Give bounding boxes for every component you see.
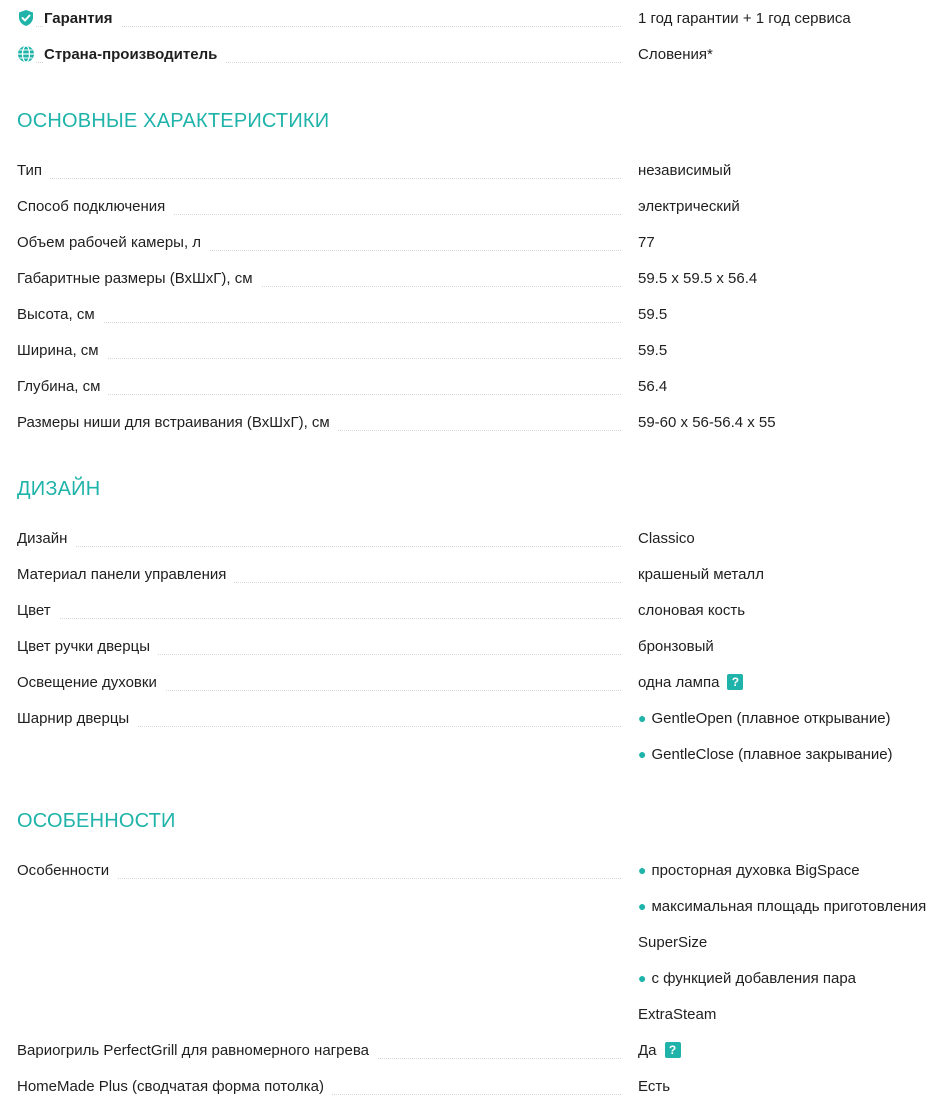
spec-value: Есть — [638, 1077, 671, 1095]
spec-row — [17, 260, 946, 296]
spec-value — [638, 710, 891, 727]
spec-value-text: SuperSize — [638, 933, 708, 951]
spec-label: Глубина, см — [17, 378, 108, 395]
spec-value-text: максимальная площадь приготовления — [651, 897, 927, 915]
spec-row-warranty — [17, 0, 946, 36]
shield-check-icon — [17, 9, 35, 27]
spec-row — [17, 1068, 946, 1104]
spec-value-text: GentleClose (плавное закрывание) — [651, 745, 893, 763]
spec-row — [17, 520, 946, 556]
spec-row — [17, 404, 946, 440]
spec-value: Classico — [638, 529, 695, 547]
spec-row — [17, 188, 946, 224]
spec-value-text: GentleOpen (плавное открывание) — [651, 709, 891, 727]
bullet-icon: ● — [638, 746, 647, 762]
spec-label: Страна-производитель — [44, 46, 225, 63]
spec-label: Особенности — [17, 862, 117, 879]
spec-row-country — [17, 36, 946, 72]
spec-value — [638, 862, 860, 879]
bullet-icon: ● — [638, 970, 647, 986]
spec-row — [17, 664, 946, 700]
spec-label: Тип — [17, 162, 50, 179]
spec-value — [638, 674, 743, 691]
spec-label: Цвет ручки дверцы — [17, 638, 158, 655]
spec-value: крашеный металл — [638, 565, 764, 583]
bullet-icon: ● — [638, 710, 647, 726]
help-icon[interactable]: ? — [665, 1042, 681, 1058]
section-title-design: ДИЗАЙН — [17, 477, 101, 500]
spec-row — [17, 628, 946, 664]
spec-label: Материал панели управления — [17, 566, 234, 583]
spec-value-text: одна лампа — [638, 673, 720, 691]
bullet-icon: ● — [638, 898, 647, 914]
spec-label: Высота, см — [17, 306, 103, 323]
spec-value-text: с функцией добавления пара — [651, 969, 857, 987]
spec-value — [638, 1042, 681, 1059]
spec-label: Гарантия — [44, 10, 121, 27]
section-title-main: ОСНОВНЫЕ ХАРАКТЕРИСТИКИ — [17, 109, 330, 132]
spec-label: Размеры ниши для встраивания (ВхШхГ), см — [17, 414, 338, 431]
section-title-features: ОСОБЕННОСТИ — [17, 809, 176, 832]
spec-label: Вариогриль PerfectGrill для равномерного нагрева — [17, 1042, 377, 1059]
spec-value: 59.5 — [638, 305, 668, 323]
spec-row — [17, 556, 946, 592]
spec-row — [17, 1032, 946, 1068]
spec-value: 59.5 — [638, 341, 668, 359]
dotted-leader — [17, 178, 621, 179]
spec-row — [17, 332, 946, 368]
spec-row — [17, 368, 946, 404]
spec-value: независимый — [638, 161, 732, 179]
spec-label: Шарнир дверцы — [17, 710, 137, 727]
spec-value-text: Да — [638, 1041, 657, 1059]
spec-value: 59-60 x 56-56.4 x 55 — [638, 413, 776, 431]
spec-value: Словения* — [638, 45, 713, 63]
spec-value: электрический — [638, 197, 740, 215]
spec-value-continued — [17, 960, 946, 996]
spec-value: бронзовый — [638, 637, 714, 655]
spec-value: 56.4 — [638, 377, 668, 395]
spec-value-text: ExtraSteam — [638, 1005, 717, 1023]
spec-label: Ширина, см — [17, 342, 107, 359]
spec-row — [17, 700, 946, 736]
spec-value-continued — [17, 888, 946, 924]
spec-value-continued — [17, 996, 946, 1032]
spec-value-continued — [17, 736, 946, 772]
dotted-leader — [17, 618, 621, 619]
spec-label: Габаритные размеры (ВхШхГ), см — [17, 270, 261, 287]
dotted-leader — [17, 546, 621, 547]
spec-value: слоновая кость — [638, 601, 746, 619]
spec-value-continued — [17, 924, 946, 960]
spec-row — [17, 852, 946, 888]
spec-label: Цвет — [17, 602, 59, 619]
spec-row — [17, 224, 946, 260]
spec-row — [17, 296, 946, 332]
spec-label: HomeMade Plus (сводчатая форма потолка) — [17, 1078, 332, 1095]
dotted-leader — [17, 358, 621, 359]
spec-row — [17, 592, 946, 628]
spec-row — [17, 152, 946, 188]
dotted-leader — [17, 322, 621, 323]
spec-value-text: просторная духовка BigSpace — [651, 861, 860, 879]
spec-value: 59.5 x 59.5 x 56.4 — [638, 269, 758, 287]
spec-label: Дизайн — [17, 530, 75, 547]
globe-icon — [17, 45, 35, 63]
help-icon[interactable]: ? — [727, 674, 743, 690]
bullet-icon: ● — [638, 862, 647, 878]
spec-label: Объем рабочей камеры, л — [17, 234, 209, 251]
spec-value: 77 — [638, 233, 655, 251]
spec-value: 1 год гарантии + 1 год сервиса — [638, 9, 851, 27]
spec-label: Способ подключения — [17, 198, 173, 215]
spec-label: Освещение духовки — [17, 674, 165, 691]
